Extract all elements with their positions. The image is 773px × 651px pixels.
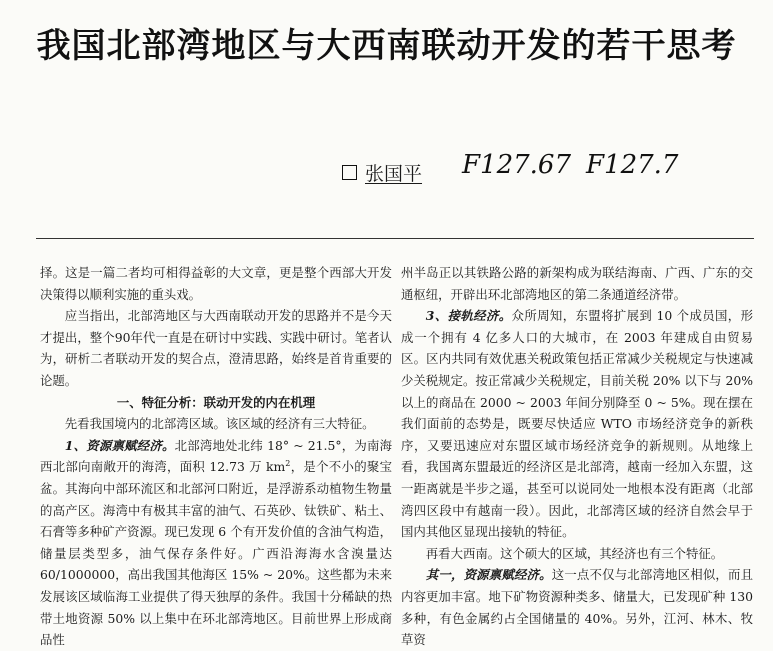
author-name: 张国平 — [365, 162, 423, 185]
square-bullet-icon — [342, 165, 357, 180]
classification-code-1: F127.67 — [462, 150, 572, 180]
paragraph: 其一，资源禀赋经济。这一点不仅与北部湾地区相似，而且内容更加丰富。地下矿物资源种类多、储量大，已发现矿种 130 多种，有色金属约占全国储量的 40%。另外，江河、林木、牧草资 — [401, 567, 754, 648]
paragraph: 州半岛正以其铁路公路的新架构成为联结海南、广西、广东的交通枢纽，开辟出环北部湾地区的第二条通道经济带。 — [401, 265, 753, 302]
paragraph: 1、资源禀赋经济。北部湾地处北纬 18° ~ 21.5°，为南海西北部向南敞开的海湾，面积 12.73 万 $km^2$，是个不小的聚宝盆。其海向中部环流区和北部河口附近，是浮游系动植物生物量的高产区。海湾中有极其丰富的油气、石英砂、钛铁矿、粘土、石膏等多种矿产资源。现已发现 6 个有开发价值的含油气构造，储量层类型多，油气保存条件好。广西沿海海水含溴量达 60/1000000，高出我国其他海区 15% ~ 20%。这些都为未来发展该区域临海工业提供了得天独厚的条件。我国十分稀缺的热带土地资源 50% 以上集中在环北部湾地区。目前世界上形成商品性 — [40, 437, 393, 648]
subsection-label: 3、接轨经济。 — [425, 308, 512, 324]
subsection-label: 1、资源禀赋经济。 — [64, 437, 175, 453]
paragraph: 3、接轨经济。众所周知，东盟将扩展到 10 个成员国，形成一个拥有 4 亿多人口的大城市，在 2003 年建成自由贸易区。区内共同有效优惠关税政策包括正常减少关税规定与快速减少关税规定。按正常减少关税规定，目前关税 20% 以下与 20% 以上的商品在 2000 ~ 2003 年间分别降至 0 ~ 5%。现在摆在我们面前的态势是，既要尽快适应 WTO 市场经济竞争的新秩序，又要迅速应对东盟区域市场经济竞争的新规则。从地缘上看，我国离东盟最近的经济区是北部湾，越南一经加入东盟，这一距离就是半步之遥，甚至可以说同处一地根本没有距离（北部湾四区段中有越南一段）。因此，北部湾区域的经济自然会早于国内其他区显现出接轨的特征。 — [401, 308, 753, 540]
author-line — [342, 157, 422, 187]
section-heading: 一、特征分析：联动开发的内在机理 — [116, 394, 316, 410]
right-column — [401, 262, 753, 651]
paragraph: 择。这是一篇二者均可相得益彰的大文章，更是整个西部大开发决策得以顺利实施的重头戏。 — [40, 265, 392, 302]
paragraph: 先看我国境内的北部湾区域。该区域的经济有三大特征。 — [64, 416, 375, 432]
classification-code-2: F127.7 — [586, 150, 679, 180]
left-column — [40, 262, 392, 651]
subsection-label: 其一，资源禀赋经济。 — [425, 567, 552, 583]
paragraph: 应当指出，北部湾地区与大西南联动开发的思路并不是今天才提出，整个90年代一直是在研讨中实践、实践中研讨。笔者认为，研析二者联动开发的契合点，澄清思路，始终是首肯重要的论题。 — [40, 308, 392, 388]
header-divider — [36, 238, 754, 239]
article-title: 我国北部湾地区与大西南联动开发的若干思考 — [36, 26, 737, 66]
paragraph: 再看大西南。这个硕大的区域，其经济也有三个特征。 — [425, 545, 724, 561]
